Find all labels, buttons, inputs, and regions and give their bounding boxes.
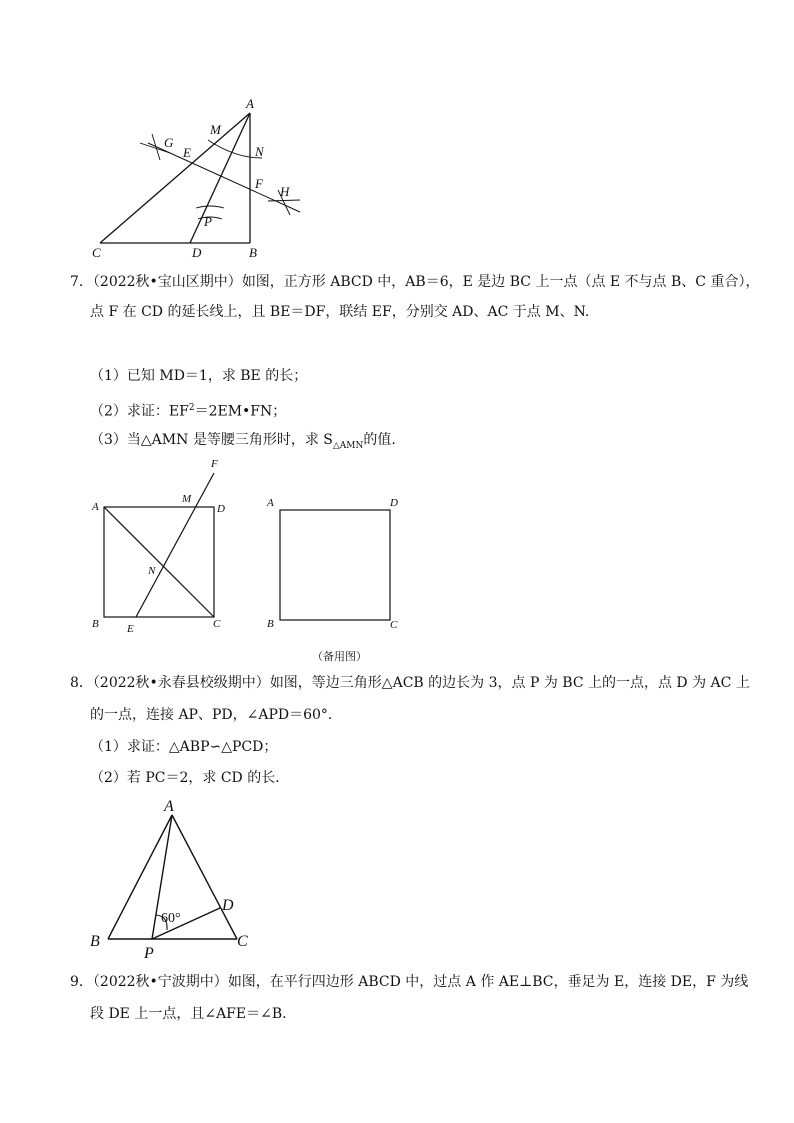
p8-label-D: D xyxy=(222,897,234,914)
p7-fig1-label-B: B xyxy=(92,618,99,630)
problem7-q3-subscript: △AMN xyxy=(332,440,364,451)
p6-label-E: E xyxy=(183,145,191,160)
problem7-source: （2022秋•宝山区期中） xyxy=(92,274,242,290)
p7-fig1-label-F: F xyxy=(211,458,218,470)
p6-label-A: A xyxy=(246,96,254,111)
problem6-figure xyxy=(85,90,315,265)
problem7-number: 7． xyxy=(70,274,93,290)
p8-label-B: B xyxy=(90,933,100,950)
p7-fig1-label-E: E xyxy=(127,623,134,635)
p7-fig2-label-D: D xyxy=(390,497,398,509)
p7-fig1-label-A: A xyxy=(92,501,99,513)
problem7-stem-line1 xyxy=(70,272,759,292)
problem7-stem-text1: 如图，正方形 ABCD 中，AB＝6，E 是边 BC 上一点（点 E 不与点 B、C 重合）， xyxy=(241,274,760,290)
p6-label-P: P xyxy=(204,214,212,229)
problem8-source: （2022秋•永春县校级期中） xyxy=(92,675,270,691)
p8-label-C: C xyxy=(237,933,248,950)
problem7-q3-suffix: 的值. xyxy=(363,432,396,448)
p8-label-P: P xyxy=(144,945,154,962)
p7-fig1-label-N: N xyxy=(148,565,156,577)
problem8-figure xyxy=(85,795,260,962)
p6-label-M: M xyxy=(210,122,221,137)
p8-label-A: A xyxy=(164,798,174,815)
p7-fig2-label-A: A xyxy=(267,497,274,509)
p7-fig1-label-C: C xyxy=(213,618,221,630)
p6-label-G: G xyxy=(164,135,174,150)
p6-label-C: C xyxy=(92,245,101,260)
problem9-stem-line1 xyxy=(70,972,748,992)
p8-angle-label: 60° xyxy=(161,911,181,926)
p6-label-D: D xyxy=(192,245,202,260)
p7-fig1-label-M: M xyxy=(182,493,192,505)
problem7-q3-prefix: （3）当△AMN 是等腰三角形时，求 S xyxy=(90,432,333,448)
problem7-q2-superscript: 2 xyxy=(188,403,195,413)
problem7-figure-main xyxy=(85,455,235,640)
problem9-number: 9． xyxy=(70,974,93,990)
p6-label-N: N xyxy=(255,144,264,159)
problem8-stem-text1: 如图，等边三角形△ACB 的边长为 3，点 P 为 BC 上的一点，点 D 为 AC 上 xyxy=(269,675,750,691)
problem7-figure-backup xyxy=(262,490,407,630)
p6-label-H: H xyxy=(280,184,290,199)
problem7-q2-suffix: ＝2EM•FN； xyxy=(194,403,287,420)
problem7-q2-prefix: （2）求证：EF xyxy=(90,403,189,420)
p7-fig2-label-B: B xyxy=(267,618,274,630)
problem7-question-3 xyxy=(90,430,396,456)
p6-label-F: F xyxy=(255,176,263,191)
p7-fig2-label-C: C xyxy=(390,619,398,631)
problem9-stem-text1: 如图，在平行四边形 ABCD 中，过点 A 作 AE⊥BC，垂足为 E，连接 DE，F 为线 xyxy=(227,974,749,990)
problem7-backup-caption: （备用图） xyxy=(312,650,367,663)
problem8-number: 8． xyxy=(70,675,93,691)
p7-fig1-label-D: D xyxy=(217,503,225,515)
problem9-stem-line2: 段 DE 上一点，且∠AFE＝∠B. xyxy=(90,1006,287,1022)
problem9-source: （2022秋•宁波期中） xyxy=(92,974,228,990)
problem8-stem-line2: 的一点，连接 AP、PD，∠APD＝60°． xyxy=(90,707,342,723)
problem7-question-1: （1）已知 MD＝1，求 BE 的长； xyxy=(90,368,308,384)
problem8-stem-line1 xyxy=(70,673,750,693)
p6-label-B: B xyxy=(249,245,257,260)
problem8-question-2: （2）若 PC＝2，求 CD 的长． xyxy=(90,770,290,786)
problem7-stem-line2: 点 F 在 CD 的延长线上，且 BE＝DF，联结 EF，分别交 AD、AC 于点 M、N. xyxy=(90,304,590,320)
problem7-question-2 xyxy=(90,398,286,422)
problem8-question-1: （1）求证：△ABP∽△PCD； xyxy=(90,739,278,755)
